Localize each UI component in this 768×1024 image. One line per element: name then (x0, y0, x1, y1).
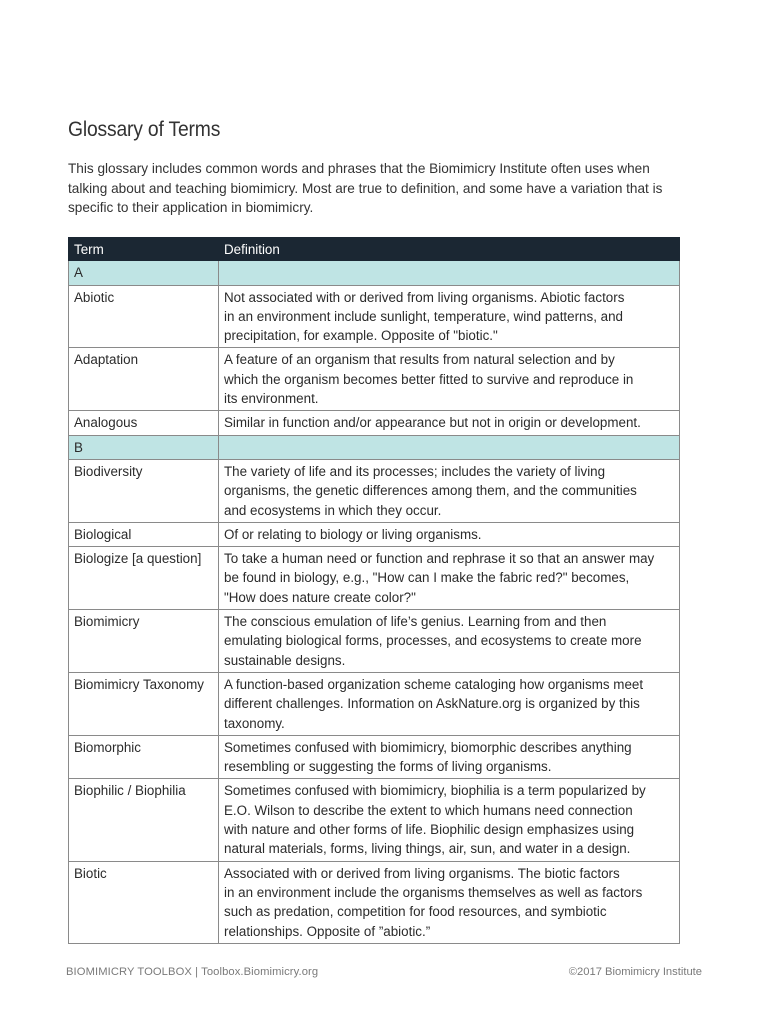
table-row (69, 285, 680, 348)
term-cell: Biomimicry Taxonomy (69, 672, 219, 735)
term-cell: Biodiversity (69, 459, 219, 522)
term-cell: Biological (69, 522, 219, 546)
definition-cell: A feature of an organism that results from natural selection and by which the organism becomes better fitted to survive and reproduce in its environment. (219, 348, 680, 411)
definition-cell: The variety of life and its processes; includes the variety of living organisms, the genetic differences among them, and the communities and ecosystems in which they occur. (219, 459, 680, 522)
table-body (69, 261, 680, 944)
term-cell: Biomimicry (69, 610, 219, 673)
table-row (69, 547, 680, 610)
term-cell: Biophilic / Biophilia (69, 779, 219, 861)
definition-cell: Of or relating to biology or living organisms. (219, 522, 680, 546)
intro-paragraph: This glossary includes common words and phrases that the Biomimicry Institute often uses when talking about and teaching biomimicry. Most are true to definition, and some have a variation that is specific to their application in biomimicry. (68, 161, 663, 215)
section-letter: A (69, 261, 219, 285)
table-row (69, 779, 680, 861)
definition-cell: Associated with or derived from living organisms. The biotic factors in an environment include the organisms themselves as well as factors such as predation, competition for food resources, and symbiotic relationships. Opposite of ”abiotic.” (219, 861, 680, 943)
table-row (69, 459, 680, 522)
table-row (69, 672, 680, 735)
definition-cell: Sometimes confused with biomimicry, biomorphic describes anything resembling or suggesting the forms of living organisms. (219, 735, 680, 779)
section-empty-cell (219, 261, 680, 285)
footer-toolbox-link: BIOMIMICRY TOOLBOX | Toolbox.Biomimicry.org (66, 966, 319, 978)
section-empty-cell (219, 435, 680, 459)
table-row (69, 348, 680, 411)
table-row (69, 610, 680, 673)
definition-cell: Not associated with or derived from living organisms. Abiotic factors in an environment include sunlight, temperature, wind patterns, and precipitation, for example. Opposite of "biotic." (219, 285, 680, 348)
term-cell: Biotic (69, 861, 219, 943)
glossary-table (68, 237, 680, 944)
term-cell: Adaptation (69, 348, 219, 411)
section-row (69, 435, 680, 459)
term-cell: Abiotic (69, 285, 219, 348)
definition-cell: The conscious emulation of life’s genius. Learning from and then emulating biological forms, processes, and ecosystems to create more sustainable designs. (219, 610, 680, 673)
definition-cell: Similar in function and/or appearance but not in origin or development. (219, 411, 680, 435)
table-row (69, 411, 680, 435)
definition-cell: A function-based organization scheme cataloging how organisms meet different challenges. Information on AskNature.org is organized by this taxonomy. (219, 672, 680, 735)
section-row (69, 261, 680, 285)
section-letter: B (69, 435, 219, 459)
table-row (69, 861, 680, 943)
page-title: Glossary of Terms (68, 118, 221, 142)
term-cell: Analogous (69, 411, 219, 435)
term-cell: Biomorphic (69, 735, 219, 779)
definition-cell: Sometimes confused with biomimicry, biophilia is a term popularized by E.O. Wilson to describe the extent to which humans need connection with nature and other forms of life. Biophilic design emphasizes using natural materials, forms, living things, air, sun, and water in a design. (219, 779, 680, 861)
term-cell: Biologize [a question] (69, 547, 219, 610)
table-row (69, 522, 680, 546)
table-header (69, 238, 680, 261)
definition-cell: To take a human need or function and rephrase it so that an answer may be found in biology, e.g., "How can I make the fabric red?" becomes, "How does nature create color?" (219, 547, 680, 610)
header-term: Term (69, 238, 219, 261)
table-row (69, 735, 680, 779)
header-definition: Definition (219, 238, 680, 261)
footer-copyright: ©2017 Biomimicry Institute (568, 966, 702, 978)
header-row (69, 238, 680, 261)
